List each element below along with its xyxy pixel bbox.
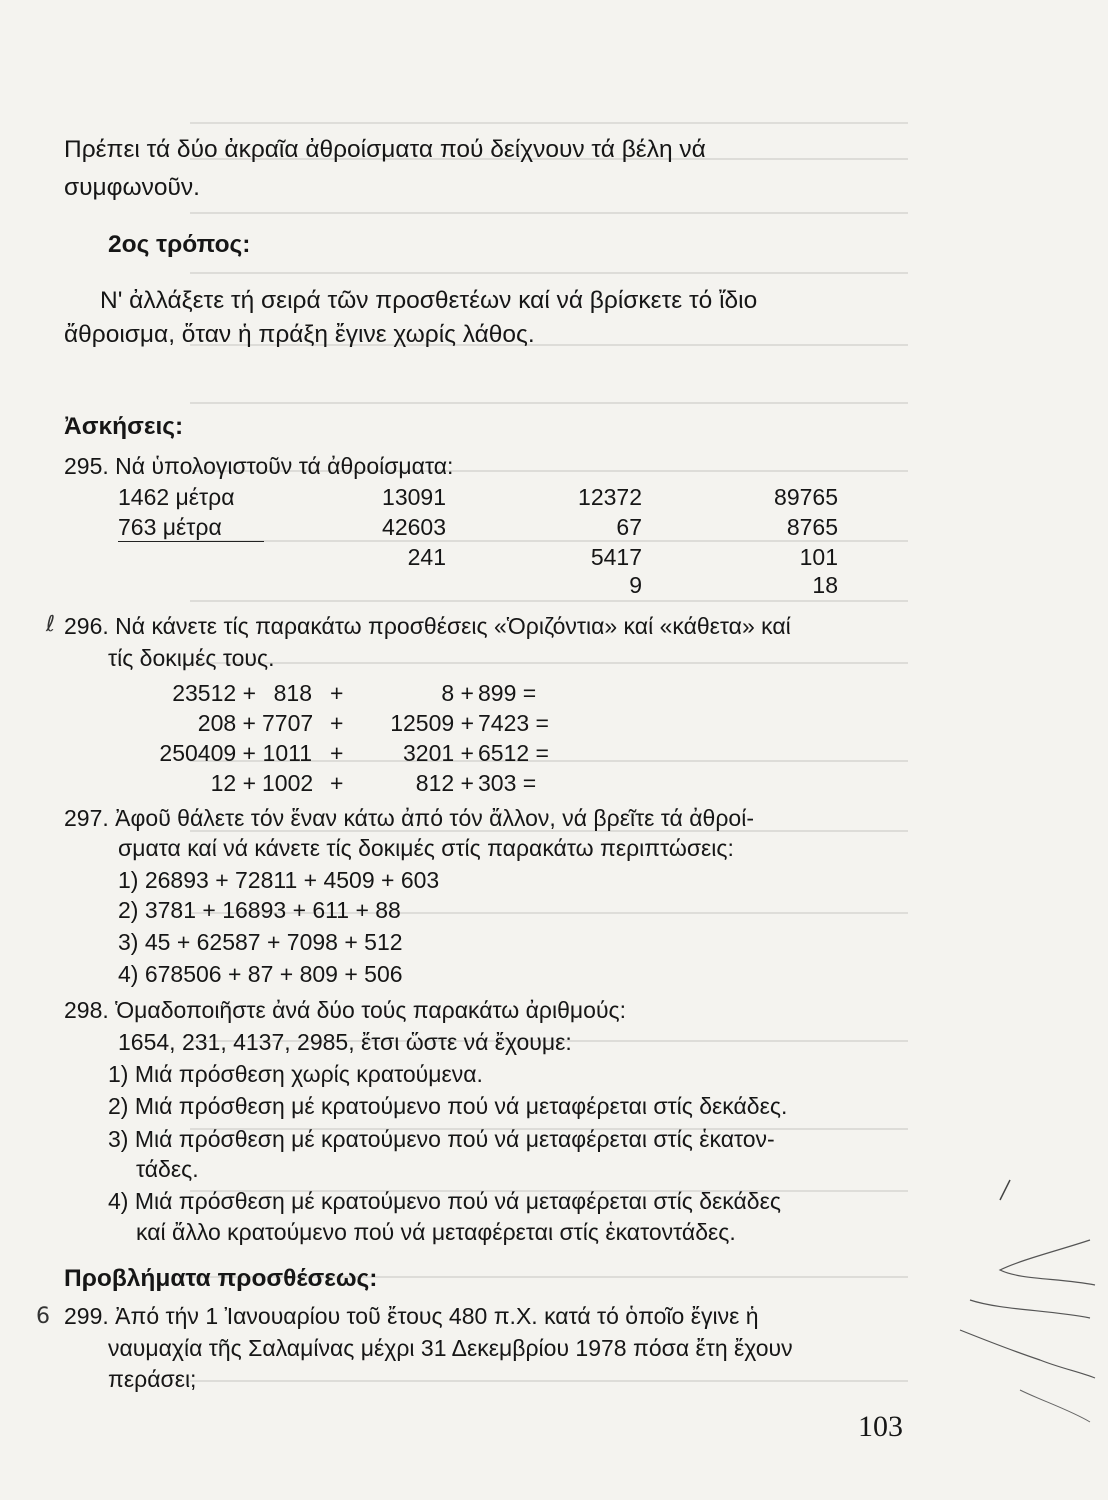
exercise-295-text: 295. Νά ὑπολογιστοῦν τά ἀθροίσματα: [64,453,454,479]
ex296-cell: 6512 = [478,740,549,766]
exercise-299-line-1: 299. Ἀπό τήν 1 Ἰανουαρίου τοῦ ἔτους 480 π.Χ. κατά τό ὁποῖο ἔγινε ἡ [64,1303,759,1329]
ex296-cell: 7423 = [478,710,549,736]
ex295-col1-a: 1462 μέτρα [118,484,235,510]
ex296-cell: 12 + [210,770,256,796]
ex295-col4-b: 8765 [786,514,838,540]
method2-line-1: Ν' ἀλλάξετε τή σειρά τῶν προσθετέων καί νά βρίσκετε τό ἴδιο [100,287,758,314]
ex296-cell: + [330,740,344,766]
ex295-col1-b: 763 μέτρα [118,514,264,542]
exercise-296-line-1: 296. Νά κάνετε τίς παρακάτω προσθέσεις «Ὁριζόντια» καί «κάθετα» καί [64,613,791,639]
exercise-299-line-3: περάσει; [108,1366,197,1392]
ex297-item: 2) 3781 + 16893 + 611 + 88 [118,897,401,923]
exercise-298-line-2: 1654, 231, 4137, 2985, ἔτσι ὥστε νά ἔχουμε: [118,1029,572,1055]
pencil-scribble [940,1160,1100,1460]
ex295-col3-c: 5417 [590,544,642,570]
ex296-cell: 1011 [262,740,312,766]
exercise-297-line-2: σματα καί νά κάνετε τίς δοκιμές στίς παρακάτω περιπτώσεις: [118,835,734,861]
ex295-col2-c: 241 [407,544,446,570]
ex296-cell: 23512 + [172,680,256,706]
exercise-298-line-1: 298. Ὁμαδοποιῆστε ἀνά δύο τούς παρακάτω ἀριθμούς: [64,997,627,1023]
ex295-col4-c: 101 [799,544,838,570]
ex295-col3-b: 67 [616,514,642,540]
margin-mark: 6 [36,1304,50,1329]
ex296-cell: 303 = [478,770,537,796]
ex296-cell: + [330,710,344,736]
intro-line-2: συμφωνοῦν. [64,174,200,201]
ex298-item: 3) Μιά πρόσθεση μέ κρατούμενο πού νά μεταφέρεται στίς ἑκατον- [108,1126,775,1152]
exercise-299-line-2: ναυμαχία τῆς Σαλαμίνας μέχρι 31 Δεκεμβρίου 1978 πόσα ἔτη ἔχουν [108,1335,793,1361]
ex296-cell: 208 + [197,710,256,736]
margin-mark: ℓ [46,612,56,637]
ex297-item: 3) 45 + 62587 + 7098 + 512 [118,929,403,955]
ex296-cell: 12509 + [390,710,474,736]
ex295-col3-d: 9 [629,572,642,598]
ex295-col2-a: 13091 [382,484,446,510]
ex296-cell: 818 [273,680,312,706]
problems-heading: Προβλήματα προσθέσεως: [64,1265,378,1292]
ex298-item: καί ἄλλο κρατούμενο πού νά μεταφέρεται στίς ἑκατοντάδες. [136,1219,736,1245]
ex295-col3-a: 12372 [578,484,642,510]
ex295-col4-d: 18 [812,572,838,598]
ex296-cell: + [330,680,344,706]
exercise-296-line-2: τίς δοκιμές τους. [108,645,275,671]
ex298-item: τάδες. [136,1156,199,1182]
method2-title: 2ος τρόπος: [108,231,251,258]
ex296-cell: 8 + [441,680,474,706]
ex296-cell: + [330,770,344,796]
exercises-heading: Ἀσκήσεις: [64,413,184,440]
ex296-cell: 812 + [415,770,474,796]
ex296-cell: 7707 [262,710,314,736]
intro-line-1: Πρέπει τά δύο ἀκραῖα ἀθροίσματα πού δείχνουν τά βέλη νά [64,136,706,163]
ex296-cell: 1002 [262,770,314,796]
ex298-item: 4) Μιά πρόσθεση μέ κρατούμενο πού νά μεταφέρεται στίς δεκάδες [108,1188,781,1214]
exercise-297-line-1: 297. Ἀφοῦ θάλετε τόν ἕναν κάτω ἀπό τόν ἄλλον, νά βρεῖτε τά ἀθροί- [64,805,754,831]
ex297-item: 1) 26893 + 72811 + 4509 + 603 [118,867,440,893]
ex298-item: 2) Μιά πρόσθεση μέ κρατούμενο πού νά μεταφέρεται στίς δεκάδες. [108,1093,788,1119]
page-number: 103 [858,1410,903,1443]
ex298-item: 1) Μιά πρόσθεση χωρίς κρατούμενα. [108,1061,483,1087]
method2-line-2: ἄθροισμα, ὅταν ἡ πράξη ἔγινε χωρίς λάθος. [64,321,535,348]
ex296-cell: 899 = [478,680,537,706]
ex296-cell: 3201 + [403,740,474,766]
ex295-col4-a: 89765 [774,484,838,510]
ex295-col2-b: 42603 [382,514,446,540]
ex296-cell: 250409 + [159,740,256,766]
ex297-item: 4) 678506 + 87 + 809 + 506 [118,961,403,987]
